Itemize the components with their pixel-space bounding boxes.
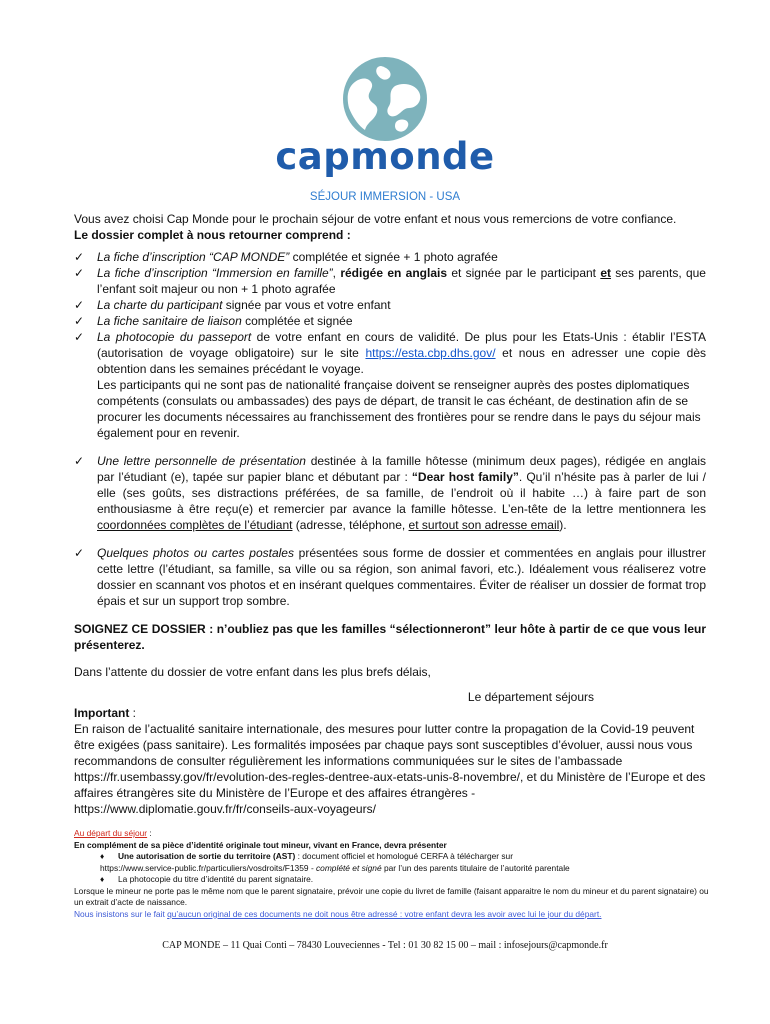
- important-colon: :: [129, 706, 137, 720]
- footer-bullet-cont: [74, 863, 714, 875]
- depart-colon: :: [147, 828, 152, 838]
- closing-text: Dans l’attente du dossier de votre enfant dans les plus brefs délais,: [74, 665, 431, 679]
- globe-icon: [337, 56, 433, 142]
- page-title: SÉJOUR IMMERSION - USA: [309, 191, 461, 203]
- item-title: La fiche d’inscription “Immersion en famille”: [97, 266, 333, 280]
- item-text: . Qu’il n’hésite pas à parler de lui / elle (ses goûts, ses distractions préférées, de sa famille, de l’endroit où il habite …) à faire part de son enthousiasme à être reçu(e) et remercier par avance la famille hôtesse. L’en-tête de la lettre mentionnera les: [97, 470, 706, 516]
- esta-link[interactable]: https://esta.cbp.dhs.gov/: [365, 346, 496, 360]
- item-text: signée par vous et votre enfant: [222, 298, 391, 312]
- list-item: [74, 249, 706, 265]
- soignez-notice: SOIGNEZ CE DOSSIER : n’oubliez pas que les familles “sélectionneront” leur hôte à partir de ce que vous leur présenterez.: [74, 622, 706, 652]
- footer-warning-a: Nous insistons sur le fait: [74, 908, 168, 919]
- depart-label: Au départ du séjour: [74, 828, 148, 838]
- brand-name: capmonde: [275, 135, 495, 178]
- intro-bold: Le dossier complet à nous retourner comprend :: [74, 228, 351, 242]
- intro-text: Vous avez choisi Cap Monde pour le prochain séjour de votre enfant et nous vous remercions de votre confiance.: [74, 212, 677, 226]
- item-title: Une lettre personnelle de présentation: [97, 454, 306, 468]
- item-bold: “Dear host family”: [411, 470, 519, 484]
- signature: Le département séjours: [467, 690, 594, 704]
- diamond-icon: ♦: [100, 874, 105, 884]
- item-title: Quelques photos ou cartes postales: [97, 546, 294, 560]
- footer-bold: Une autorisation de sortie du territoire (AST): [118, 851, 296, 861]
- footer-address: CAP MONDE – 11 Quai Conti – 78430 Louveciennes - Tel : 01 30 82 15 00 – mail : infosejours@capmonde.fr: [162, 940, 608, 951]
- item-text: de votre enfant en cours de validité. De plus pour les Etats-Unis : établir l’ESTA (autorisation de voyage obligatoire) sur le site: [97, 330, 706, 360]
- item-underline: et surtout son adresse email: [408, 518, 560, 532]
- item-text: destinée à la famille hôtesse (minimum deux pages), rédigée en anglais par l’étudiant (e), tapée sur papier blanc et débutant par :: [97, 454, 706, 484]
- footer-bullet: [74, 851, 714, 863]
- list-item: [74, 453, 706, 533]
- footer-em: - complété et signé: [308, 862, 384, 873]
- important-text: En raison de l’actualité sanitaire internationale, des mesures pour lutter contre la propagation de la Covid-19 peuvent être exigées (pass sanitaire). Les formalités imposées par chaque pays sont susceptibles d’évoluer, aussi nous vous recommandons de consulter régulièrement les informations communiquées sur le sites de l’ambassade https://fr.usembassy.gov/fr/evolution-des-regles-dentree-aux-etats-unis-8-novembre/, et du Ministère de l’Europe et des affaires étrangères site du Ministère de l’Europe et des affaires étrangères -: [74, 722, 706, 800]
- capmonde-logo: [0, 56, 770, 178]
- list-item: [74, 297, 706, 313]
- departure-notes: [74, 828, 714, 920]
- footer-url: https://www.service-public.fr/particuliers/vosdroits/F1359: [100, 862, 309, 873]
- check-icon: ✓: [74, 266, 85, 280]
- footer-line: En complément de sa pièce d’identité originale tout mineur, vivant en France, devra présenter: [74, 839, 447, 850]
- footer-text: : document officiel et homologué CERFA à télécharger sur: [295, 851, 514, 861]
- check-icon: ✓: [74, 298, 85, 312]
- document-checklist: [74, 249, 706, 609]
- important-title: Important: [74, 706, 130, 720]
- footer-bullet: [74, 874, 714, 886]
- check-icon: ✓: [74, 314, 85, 328]
- important-url: https://www.diplomatie.gouv.fr/fr/conseils-aux-voyageurs/: [74, 802, 376, 816]
- item-underline: coordonnées complètes de l’étudiant: [97, 518, 293, 532]
- item-text: (adresse, téléphone,: [292, 518, 409, 532]
- footer-warning: [74, 909, 714, 921]
- item-paragraph: Les participants qui ne sont pas de nationalité française doivent se renseigner auprès des postes diplomatiques compétents (consulats ou ambassades) des pays de départ, de transit le cas échéant, de destination afin de se procurer les documents nécessaires au franchissement des frontières pour se rendre dans le pays du séjour mais également pour en revenir.: [97, 378, 701, 440]
- check-icon: ✓: [74, 546, 85, 560]
- list-item: ✓ La fiche d’inscription “Immersion en famille”, rédigée en anglais et signée par le participant et ses parents, que l’enfant soit majeur ou non + 1 photo agrafée: [74, 266, 706, 296]
- diamond-icon: ♦: [100, 851, 105, 861]
- item-text: et signée par le participant: [447, 266, 601, 280]
- footer-line: Lorsque le mineur ne porte pas le même nom que le parent signataire, prévoir une copie du livret de famille (faisant apparaitre le nom du mineur et du parent signataire) ou un extrait d’acte de naissance.: [74, 885, 709, 907]
- list-item: [74, 313, 706, 329]
- list-item: [74, 545, 706, 609]
- item-text: ses parents, que l’enfant soit majeur ou non + 1 photo agrafée: [97, 266, 706, 296]
- item-text: complétée et signée: [241, 314, 353, 328]
- footer-text: par l’un des parents titulaire de l’autorité parentale: [383, 862, 570, 873]
- item-title: La fiche sanitaire de liaison: [97, 314, 242, 328]
- item-text: présentées sous forme de dossier et commentées en anglais pour illustrer cette lettre (l’étudiant, sa famille, sa ville ou sa région, son animal favori, etc.). Idéalement vous réaliserez votre dossier en scannant vos photos et en insérant quelques commentaires. Éviter de réaliser un dossier de format trop épais et sur un support trop sombre.: [97, 546, 706, 608]
- item-text: ).: [559, 518, 567, 532]
- item-bold: rédigée en anglais: [340, 266, 447, 280]
- item-title: La fiche d’inscription “CAP MONDE”: [97, 250, 290, 264]
- item-text: et nous en adresser une copie dès obtention dans les semaines précédant le voyage.: [97, 346, 706, 376]
- check-icon: ✓: [74, 250, 85, 264]
- check-icon: ✓: [74, 330, 85, 344]
- footer-text: La photocopie du titre d’identité du parent signataire.: [118, 874, 314, 884]
- footer-warning-b: qu’aucun original de ces documents ne doit nous être adressé : votre enfant devra les avoir avec lui le jour du départ.: [167, 908, 602, 919]
- main-content: [74, 211, 706, 817]
- check-icon: ✓: [74, 454, 85, 468]
- item-title: La charte du participant: [97, 298, 223, 312]
- list-item: [74, 329, 706, 441]
- item-title: La photocopie du passeport: [97, 330, 252, 344]
- item-text: complétée et signée + 1 photo agrafée: [289, 250, 498, 264]
- item-bold: et: [600, 266, 611, 280]
